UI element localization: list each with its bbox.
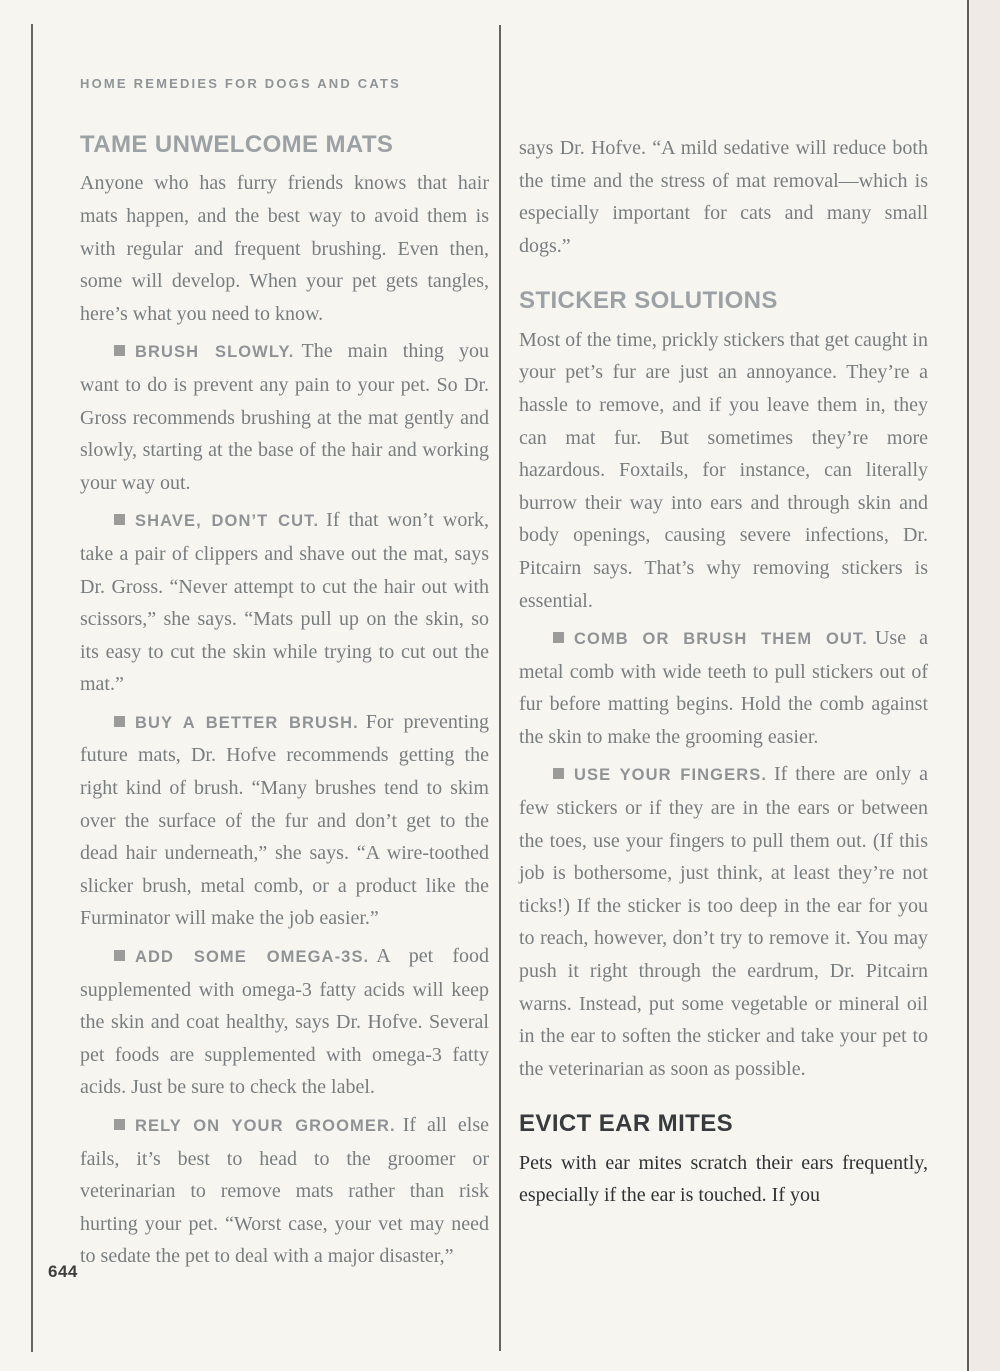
bullet-label: BUY A BETTER BRUSH.	[135, 713, 359, 732]
bullet-square-icon	[114, 716, 125, 727]
bullet-text: For preventing future mats, Dr. Hofve recommends getting the right kind of brush. “Many brushes tend to skim over the surface of the fur and don’t get to the dead hair underneath,” she says. “A wire-toothed slicker brush, metal comb, or a product like the Furminator will make the job easier.”	[80, 710, 489, 930]
bullet-label: BRUSH SLOWLY.	[135, 343, 295, 362]
bullet-label: USE YOUR FINGERS.	[574, 766, 768, 785]
bullet-text: If that won’t work, take a pair of clippers and shave out the mat, says Dr. Gross. “Never attempt to cut the hair out with scissors,” she says. “Mats pull up on the skin, so its easy to cut the skin while trying to cut out the mat.”	[80, 509, 489, 696]
paragraph-intro-ear-mites: Pets with ear mites scratch their ears frequently, especially if the ear is touched. If you	[519, 1151, 928, 1207]
bullet-square-icon	[114, 345, 125, 356]
paragraph-intro-stickers: Most of the time, prickly stickers that get caught in your pet’s fur are just an annoyance. They’re a hassle to remove, and if you leave them in, they can mat fur. But sometimes they’re more hazardous. Foxtails, for instance, can literally burrow their way into ears and through skin and body openings, causing severe infections, Dr. Pitcairn says. That’s why removing stickers is essential.	[519, 328, 928, 612]
bullet-square-icon	[553, 768, 564, 779]
bullet-label: RELY ON YOUR GROOMER.	[135, 1117, 396, 1136]
bullet-item-use-your-fingers	[519, 758, 928, 1085]
bullet-item-add-omega-3s	[80, 940, 489, 1104]
bullet-text: If there are only a few stickers or if they are in the ears or between the toes, use your fingers to pull them out. (If this job is bothersome, just think, at least they’re not ticks!) If the sticker is too deep in the ear for you to reach, however, don’t try to remove it. You may push it right through the eardrum, Dr. Pitcairn warns. Instead, put some vegetable or mineral oil in the ear to soften the sticker and take your pet to the veterinarian as soon as possible.	[519, 763, 928, 1080]
section-heading-evict-ear-mites: EVICT EAR MITES	[519, 1110, 734, 1138]
bullet-text: A pet food supplemented with omega-3 fatty acids will keep the skin and coat healthy, says Dr. Hofve. Several pet foods are supplemented with omega-3 fatty acids. Just be sure to check the label.	[80, 945, 489, 1099]
bullet-item-shave-dont-cut	[80, 504, 489, 701]
column-divider-rule	[499, 25, 501, 1351]
bullet-item-buy-better-brush	[80, 706, 489, 935]
bullet-item-brush-slowly	[80, 335, 489, 499]
section-heading-tame-unwelcome-mats: TAME UNWELCOME MATS	[80, 131, 394, 158]
bullet-text: The main thing you want to do is prevent any pain to your pet. So Dr. Gross recommends brushing at the mat gently and slowly, starting at the base of the hair and working your way out.	[80, 340, 489, 494]
bullet-item-rely-on-groomer	[80, 1109, 489, 1273]
bullet-label: ADD SOME OMEGA-3S.	[135, 948, 370, 967]
left-column	[80, 132, 489, 1273]
bullet-square-icon	[114, 514, 125, 525]
bullet-text: Use a metal comb with wide teeth to pull stickers out of fur before matting begins. Hold the comb against the skin to make the grooming easier.	[519, 627, 929, 748]
right-column	[519, 132, 928, 1212]
section-heading-sticker-solutions: STICKER SOLUTIONS	[519, 287, 778, 315]
section-gap	[519, 262, 928, 288]
bullet-label: COMB OR BRUSH THEM OUT.	[574, 630, 868, 649]
paragraph-continuation: says Dr. Hofve. “A mild sedative will reduce both the time and the stress of mat removal—which is especially important for cats and many small dogs.”	[519, 137, 928, 257]
running-head: HOME REMEDIES FOR DOGS AND CATS	[80, 76, 401, 91]
adjacent-page-edge	[970, 0, 1000, 1371]
section-gap	[519, 1085, 928, 1111]
bullet-label: SHAVE, DON’T CUT.	[135, 512, 320, 531]
paragraph-intro-mats: Anyone who has furry friends knows that hair mats happen, and the best way to avoid them is with regular and frequent brushing. Even then, some will develop. When your pet gets tangles, here’s what you need to know.	[80, 172, 489, 325]
bullet-item-comb-or-brush	[519, 622, 928, 753]
bullet-square-icon	[114, 950, 125, 961]
bullet-square-icon	[553, 632, 564, 643]
bullet-square-icon	[114, 1119, 125, 1130]
bullet-text: If all else fails, it’s best to head to the groomer or veterinarian to remove mats rather than risk hurting your pet. “Worst case, your vet may need to sedate the pet to deal with a major disaster,”	[80, 1114, 489, 1268]
page-number: 644	[48, 1262, 78, 1281]
left-page-rule	[31, 24, 33, 1352]
right-page-rule	[967, 0, 969, 1371]
cropped-next-line-artifact	[519, 1364, 929, 1371]
